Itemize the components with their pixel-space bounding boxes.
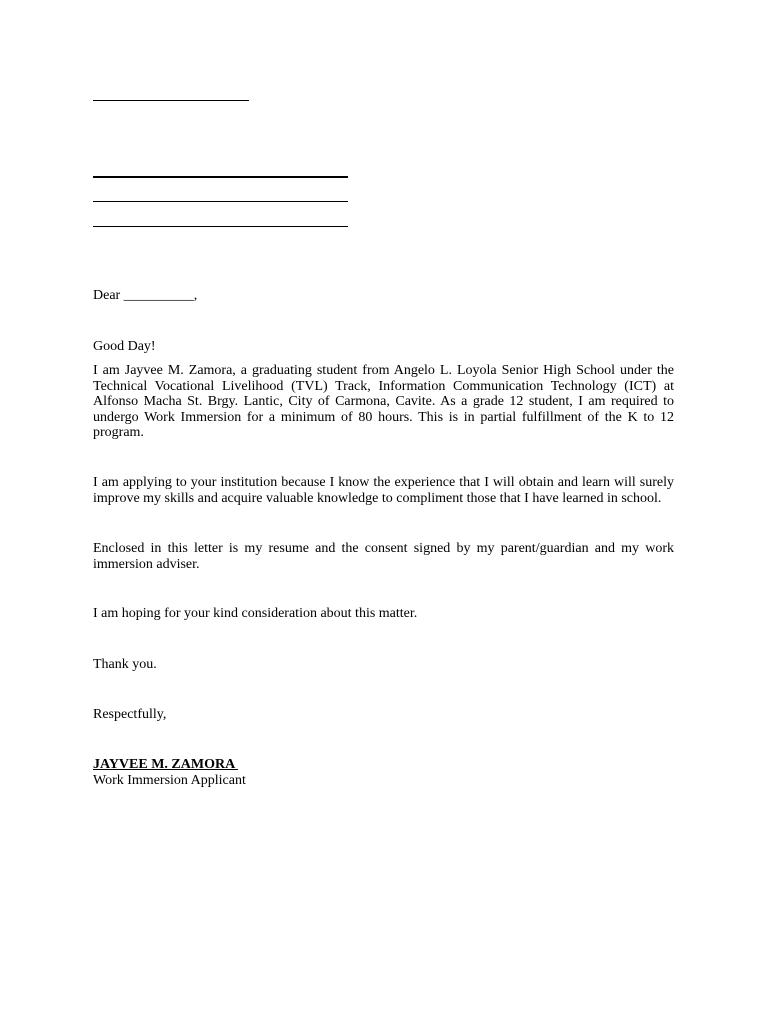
salutation: Dear __________, xyxy=(93,288,198,303)
body-paragraph-consideration: I am hoping for your kind consideration about this matter. xyxy=(93,606,418,621)
recipient-blank-line-1 xyxy=(93,176,348,178)
recipient-blank-line-3 xyxy=(93,226,348,227)
signature-title: Work Immersion Applicant xyxy=(93,773,246,788)
greeting: Good Day! xyxy=(93,339,156,354)
body-paragraph-reason: I am applying to your institution because I know the experience that I will obtain and learn will surely improve my skills and acquire valuable knowledge to compliment those that I have learned in school. xyxy=(93,475,674,506)
body-paragraph-intro: I am Jayvee M. Zamora, a graduating student from Angelo L. Loyola Senior High School under the Technical Vocational Livelihood (TVL) Track, Information Communication Technology (ICT) at Alfonso Macha St. Brgy. Lantic, City of Carmona, Cavite. As a grade 12 student, I am required to undergo Work Immersion for a minimum of 80 hours. This is in partial fulfillment of the K to 12 program. xyxy=(93,363,674,441)
signature-name: JAYVEE M. ZAMORA xyxy=(93,757,238,772)
date-blank-line xyxy=(93,100,249,101)
thanks-line: Thank you. xyxy=(93,657,157,672)
closing: Respectfully, xyxy=(93,707,167,722)
recipient-blank-line-2 xyxy=(93,201,348,202)
body-paragraph-enclosure: Enclosed in this letter is my resume and the consent signed by my parent/guardian and my work immersion adviser. xyxy=(93,541,674,572)
